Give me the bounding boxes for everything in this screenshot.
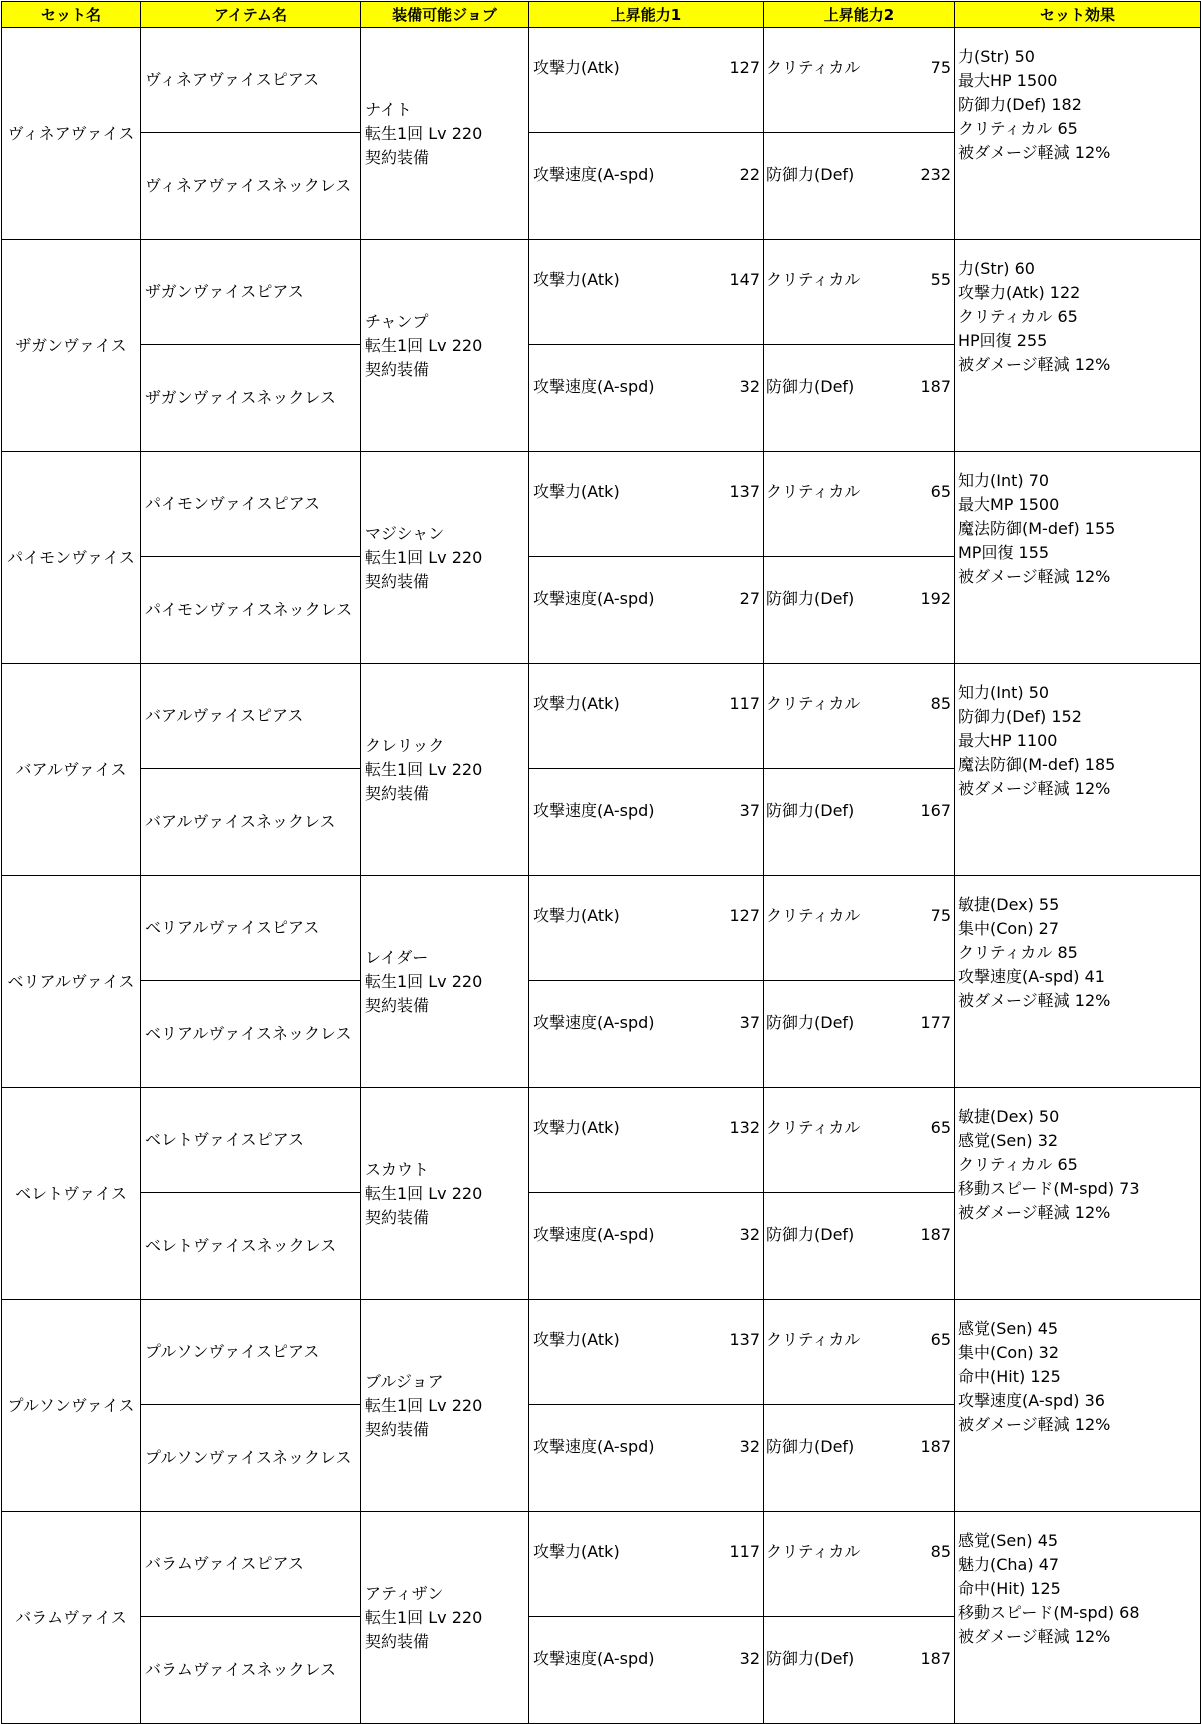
item-name-cell: バラムヴァイスピアス (141, 1512, 361, 1617)
stat1-cell (529, 28, 764, 133)
item-name-cell: ベリアルヴァイスネックレス (141, 981, 361, 1088)
stat1-label: 攻撃力(Atk) (533, 270, 620, 289)
stat1-label: 攻撃速度(A-spd) (533, 1225, 655, 1244)
item-name-cell: バラムヴァイスネックレス (141, 1617, 361, 1724)
table-row (2, 240, 1201, 345)
stat1-label: 攻撃速度(A-spd) (533, 165, 655, 184)
table-row (2, 28, 1201, 133)
stat1-value: 37 (739, 1013, 760, 1032)
set-effect-line: 魔法防御(M-def) 185 (958, 755, 1116, 774)
stat2-value: 65 (930, 1330, 951, 1349)
set-effect-line: 移動スピード(M-spd) 73 (958, 1179, 1140, 1198)
stat2-label: クリティカル (766, 1542, 861, 1561)
stat1-value: 117 (729, 1542, 760, 1561)
stat2-cell (764, 133, 955, 240)
set-effect-line: クリティカル 65 (958, 1155, 1078, 1174)
stat1-cell (529, 1300, 764, 1405)
set-effect-line: 攻撃速度(A-spd) 36 (958, 1391, 1105, 1410)
set-effect-line: 命中(Hit) 125 (958, 1579, 1061, 1598)
stat2-value: 187 (920, 1225, 951, 1244)
set-effect-line: 魔法防御(M-def) 155 (958, 519, 1116, 538)
stat2-cell (764, 664, 955, 769)
stat1-value: 37 (739, 801, 760, 820)
stat2-value: 55 (930, 270, 951, 289)
stat2-cell (764, 1617, 955, 1724)
stat2-value: 187 (920, 377, 951, 396)
header-set-effect: セット効果 (955, 2, 1201, 28)
stat1-cell (529, 664, 764, 769)
stat2-label: 防御力(Def) (766, 589, 855, 608)
stat1-value: 32 (739, 1649, 760, 1668)
job-cell (361, 1512, 529, 1724)
set-effect-line: 被ダメージ軽減 12% (958, 1627, 1111, 1646)
stat2-label: クリティカル (766, 906, 861, 925)
stat1-cell (529, 981, 764, 1088)
stat1-cell (529, 452, 764, 557)
job-line: 契約装備 (365, 147, 430, 167)
job-line: レイダー (365, 947, 429, 967)
set-effect-line: 力(Str) 50 (958, 47, 1035, 66)
stat2-label: クリティカル (766, 270, 861, 289)
set-effect-line: 移動スピード(M-spd) 68 (958, 1603, 1140, 1622)
stat2-value: 187 (920, 1649, 951, 1668)
set-effect-cell (955, 452, 1201, 664)
stat2-label: クリティカル (766, 694, 861, 713)
stat2-label: 防御力(Def) (766, 1225, 855, 1244)
set-effect-line: 攻撃速度(A-spd) 41 (958, 967, 1105, 986)
job-line: 転生1回 Lv 220 (365, 547, 483, 567)
stat2-value: 187 (920, 1437, 951, 1456)
header-job: 装備可能ジョブ (361, 2, 529, 28)
stat1-value: 147 (729, 270, 760, 289)
job-line: 契約装備 (365, 1419, 430, 1439)
stat1-cell (529, 133, 764, 240)
stat1-label: 攻撃力(Atk) (533, 482, 620, 501)
stat1-label: 攻撃速度(A-spd) (533, 801, 655, 820)
header-row (2, 2, 1201, 28)
set-effect-line: 被ダメージ軽減 12% (958, 143, 1111, 162)
stat2-value: 85 (930, 1542, 951, 1561)
job-line: 契約装備 (365, 995, 430, 1015)
stat1-label: 攻撃速度(A-spd) (533, 589, 655, 608)
set-effect-line: 被ダメージ軽減 12% (958, 355, 1111, 374)
stat2-cell (764, 1300, 955, 1405)
stat1-cell (529, 1512, 764, 1617)
stat1-value: 32 (739, 1437, 760, 1456)
set-name-cell: ヴィネアヴァイス (2, 28, 141, 240)
stat2-label: クリティカル (766, 1118, 861, 1137)
job-line: ブルジョア (365, 1371, 444, 1391)
job-cell (361, 1088, 529, 1300)
stat1-label: 攻撃速度(A-spd) (533, 377, 655, 396)
item-name-cell: ヴィネアヴァイスピアス (141, 28, 361, 133)
stat1-value: 22 (739, 165, 760, 184)
set-effect-line: 知力(Int) 70 (958, 471, 1050, 490)
table-row (2, 876, 1201, 981)
set-effect-line: 敏捷(Dex) 50 (958, 1107, 1060, 1126)
set-effect-line: 集中(Con) 27 (958, 919, 1060, 938)
stat2-cell (764, 240, 955, 345)
stat1-value: 132 (729, 1118, 760, 1137)
set-name-cell: バラムヴァイス (2, 1512, 141, 1724)
set-name-cell: パイモンヴァイス (2, 452, 141, 664)
job-line: 転生1回 Lv 220 (365, 1607, 483, 1627)
stat2-cell (764, 1512, 955, 1617)
job-line: マジシャン (365, 523, 445, 543)
set-effect-line: HP回復 255 (958, 331, 1048, 350)
set-effect-cell (955, 1088, 1201, 1300)
set-name-cell: プルソンヴァイス (2, 1300, 141, 1512)
item-name-cell: ヴィネアヴァイスネックレス (141, 133, 361, 240)
stat2-cell (764, 1193, 955, 1300)
job-cell (361, 28, 529, 240)
job-line: 転生1回 Lv 220 (365, 971, 483, 991)
stat2-label: クリティカル (766, 58, 861, 77)
stat2-cell (764, 28, 955, 133)
stat2-label: 防御力(Def) (766, 1013, 855, 1032)
set-effect-cell (955, 664, 1201, 876)
item-name-cell: ザガンヴァイスピアス (141, 240, 361, 345)
stat1-label: 攻撃力(Atk) (533, 694, 620, 713)
item-name-cell: ベレトヴァイスピアス (141, 1088, 361, 1193)
set-effect-line: クリティカル 65 (958, 119, 1078, 138)
header-stat1: 上昇能力1 (529, 2, 764, 28)
stat1-label: 攻撃力(Atk) (533, 1542, 620, 1561)
set-name-cell: ベレトヴァイス (2, 1088, 141, 1300)
stat1-cell (529, 1193, 764, 1300)
stat1-value: 127 (729, 906, 760, 925)
stat1-value: 117 (729, 694, 760, 713)
stat2-value: 192 (920, 589, 951, 608)
job-line: 転生1回 Lv 220 (365, 759, 483, 779)
set-effect-line: 感覚(Sen) 45 (958, 1319, 1059, 1338)
stat2-value: 75 (930, 906, 951, 925)
stat1-value: 27 (739, 589, 760, 608)
stat1-cell (529, 240, 764, 345)
stat1-label: 攻撃力(Atk) (533, 1118, 620, 1137)
job-line: 転生1回 Lv 220 (365, 1395, 483, 1415)
set-name-cell: バアルヴァイス (2, 664, 141, 876)
stat1-value: 127 (729, 58, 760, 77)
stat1-label: 攻撃力(Atk) (533, 1330, 620, 1349)
table-row (2, 452, 1201, 557)
stat2-cell (764, 1405, 955, 1512)
table-row (2, 1300, 1201, 1405)
job-line: アティザン (365, 1583, 444, 1603)
stat1-label: 攻撃速度(A-spd) (533, 1649, 655, 1668)
job-cell (361, 1300, 529, 1512)
stat2-label: クリティカル (766, 1330, 861, 1349)
set-effect-line: 被ダメージ軽減 12% (958, 1415, 1111, 1434)
set-effect-line: 敏捷(Dex) 55 (958, 895, 1060, 914)
stat1-cell (529, 1088, 764, 1193)
stat2-value: 167 (920, 801, 951, 820)
job-cell (361, 876, 529, 1088)
set-effect-cell (955, 1300, 1201, 1512)
stat1-label: 攻撃速度(A-spd) (533, 1013, 655, 1032)
set-effect-line: 被ダメージ軽減 12% (958, 779, 1111, 798)
set-effect-line: 被ダメージ軽減 12% (958, 991, 1111, 1010)
set-effect-line: 最大HP 1100 (958, 731, 1058, 750)
set-effect-line: 防御力(Def) 182 (958, 95, 1082, 114)
set-effect-cell (955, 1512, 1201, 1724)
stat2-label: 防御力(Def) (766, 377, 855, 396)
header-stat2: 上昇能力2 (764, 2, 955, 28)
stat2-cell (764, 345, 955, 452)
set-name-cell: ザガンヴァイス (2, 240, 141, 452)
stat2-cell (764, 452, 955, 557)
job-line: 契約装備 (365, 571, 430, 591)
item-name-cell: ベリアルヴァイスピアス (141, 876, 361, 981)
set-effect-line: クリティカル 85 (958, 943, 1078, 962)
stat1-cell (529, 1405, 764, 1512)
stat2-label: 防御力(Def) (766, 1649, 855, 1668)
set-effect-cell (955, 28, 1201, 240)
stat2-value: 85 (930, 694, 951, 713)
item-name-cell: パイモンヴァイスピアス (141, 452, 361, 557)
set-effect-line: 被ダメージ軽減 12% (958, 1203, 1111, 1222)
table-row (2, 664, 1201, 769)
set-effect-cell (955, 240, 1201, 452)
stat2-cell (764, 557, 955, 664)
header-set-name: セット名 (2, 2, 141, 28)
set-effect-line: 最大HP 1500 (958, 71, 1058, 90)
set-effect-line: 被ダメージ軽減 12% (958, 567, 1111, 586)
stat2-cell (764, 1088, 955, 1193)
stat1-label: 攻撃速度(A-spd) (533, 1437, 655, 1456)
table-row (2, 1512, 1201, 1617)
job-line: 契約装備 (365, 359, 430, 379)
set-effect-line: 力(Str) 60 (958, 259, 1035, 278)
set-equipment-table (1, 1, 1201, 1724)
item-name-cell: ザガンヴァイスネックレス (141, 345, 361, 452)
stat1-label: 攻撃力(Atk) (533, 906, 620, 925)
set-effect-line: 防御力(Def) 152 (958, 707, 1082, 726)
stat2-label: 防御力(Def) (766, 1437, 855, 1456)
set-effect-line: 知力(Int) 50 (958, 683, 1050, 702)
stat1-cell (529, 769, 764, 876)
stat1-value: 32 (739, 1225, 760, 1244)
job-line: クレリック (365, 735, 445, 755)
stat1-value: 32 (739, 377, 760, 396)
set-effect-line: MP回復 155 (958, 543, 1050, 562)
stat2-value: 65 (930, 1118, 951, 1137)
stat1-cell (529, 876, 764, 981)
set-effect-cell (955, 876, 1201, 1088)
table-row (2, 1088, 1201, 1193)
stat1-cell (529, 345, 764, 452)
stat2-value: 65 (930, 482, 951, 501)
stat2-value: 232 (920, 165, 951, 184)
job-cell (361, 452, 529, 664)
item-name-cell: バアルヴァイスピアス (141, 664, 361, 769)
stat1-value: 137 (729, 1330, 760, 1349)
job-line: 契約装備 (365, 1631, 430, 1651)
stat1-value: 137 (729, 482, 760, 501)
stat1-label: 攻撃力(Atk) (533, 58, 620, 77)
item-name-cell: バアルヴァイスネックレス (141, 769, 361, 876)
item-name-cell: プルソンヴァイスネックレス (141, 1405, 361, 1512)
stat1-cell (529, 1617, 764, 1724)
set-effect-line: 感覚(Sen) 45 (958, 1531, 1059, 1550)
set-effect-line: 感覚(Sen) 32 (958, 1131, 1059, 1150)
set-effect-line: 攻撃力(Atk) 122 (958, 283, 1081, 302)
stat2-label: 防御力(Def) (766, 801, 855, 820)
stat1-cell (529, 557, 764, 664)
stat2-cell (764, 876, 955, 981)
job-cell (361, 240, 529, 452)
job-line: 転生1回 Lv 220 (365, 1183, 483, 1203)
set-effect-line: 命中(Hit) 125 (958, 1367, 1061, 1386)
job-line: 契約装備 (365, 1207, 430, 1227)
stat2-value: 75 (930, 58, 951, 77)
set-effect-line: 魅力(Cha) 47 (958, 1555, 1060, 1574)
job-line: 契約装備 (365, 783, 430, 803)
job-cell (361, 664, 529, 876)
stat2-cell (764, 769, 955, 876)
job-line: 転生1回 Lv 220 (365, 123, 483, 143)
item-name-cell: ベレトヴァイスネックレス (141, 1193, 361, 1300)
job-line: スカウト (365, 1159, 430, 1179)
set-effect-line: 集中(Con) 32 (958, 1343, 1060, 1362)
set-effect-line: クリティカル 65 (958, 307, 1078, 326)
header-item-name: アイテム名 (141, 2, 361, 28)
job-line: チャンプ (365, 311, 429, 331)
stat2-label: クリティカル (766, 482, 861, 501)
job-line: 転生1回 Lv 220 (365, 335, 483, 355)
job-line: ナイト (365, 99, 412, 119)
item-name-cell: パイモンヴァイスネックレス (141, 557, 361, 664)
set-effect-line: 最大MP 1500 (958, 495, 1060, 514)
stat2-cell (764, 981, 955, 1088)
stat2-label: 防御力(Def) (766, 165, 855, 184)
stat2-value: 177 (920, 1013, 951, 1032)
set-name-cell: ベリアルヴァイス (2, 876, 141, 1088)
item-name-cell: プルソンヴァイスピアス (141, 1300, 361, 1405)
